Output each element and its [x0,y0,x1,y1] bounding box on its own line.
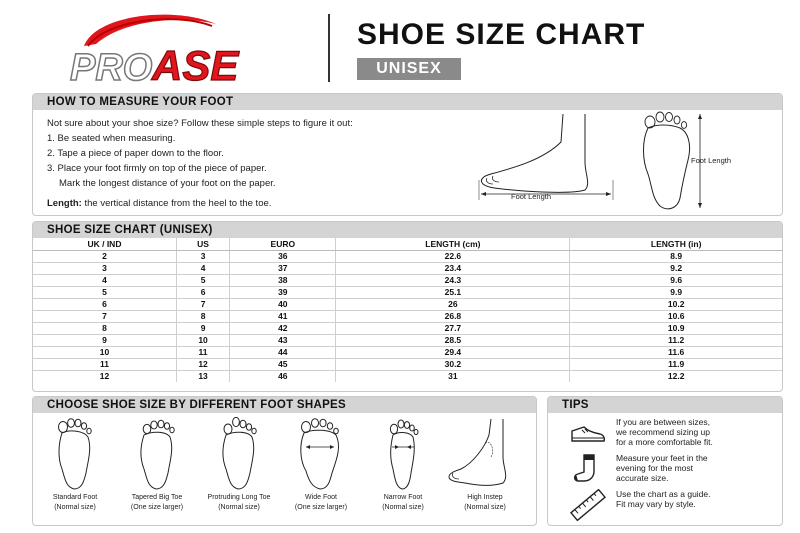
table-row [33,335,782,347]
cell: 39 [230,287,336,299]
narrow-foot-icon [380,417,426,491]
shape-note: (One size larger) [130,504,184,511]
tip-sizing-up [568,417,778,451]
tips-heading: TIPS [548,397,782,413]
cell: 6 [33,299,176,311]
cell: 26 [336,299,570,311]
cell: 8.9 [570,251,782,263]
shape-name: Narrow Foot [383,494,423,501]
cell: 37 [230,263,336,275]
shape-tapered [117,417,197,512]
tip-line: evening for the most [616,463,694,473]
brand-logo [66,6,296,86]
cell: 10.9 [570,323,782,335]
cell: 43 [230,335,336,347]
tip-line: Fit may vary by style. [616,499,696,509]
brand-ase-text: ASE [152,42,239,86]
col-euro: EURO [230,238,336,251]
cell: 3 [33,263,176,275]
cell: 10.2 [570,299,782,311]
table-header-row [33,238,782,251]
shape-name: Standard Foot [52,494,98,501]
side-foot-length-label: Foot Length [511,192,552,201]
tip-evening [568,453,778,487]
cell: 5 [176,275,229,287]
cell: 11.6 [570,347,782,359]
col-us: US [176,238,229,251]
cell: 27.7 [336,323,570,335]
cell: 25.1 [336,287,570,299]
shape-name: Tapered Big Toe [131,494,183,501]
cell: 9 [33,335,176,347]
cell: 6 [176,287,229,299]
cell: 29.4 [336,347,570,359]
cell: 9 [176,323,229,335]
cell: 7 [176,299,229,311]
col-uk: UK / IND [33,238,176,251]
cell: 13 [176,371,229,383]
measure-panel [32,93,783,216]
shape-wide [281,417,361,512]
table-row [33,299,782,311]
cell: 10 [33,347,176,359]
cell: 38 [230,275,336,287]
tip-guide [568,489,778,523]
tip-line: Measure your feet in the [616,453,708,463]
cell: 12 [33,371,176,383]
page-title: SHOE SIZE CHART [357,18,646,51]
length-text: the vertical distance from the heel to the toe. [81,198,272,209]
cell: 2 [33,251,176,263]
wide-foot-icon [296,417,346,491]
cell: 40 [230,299,336,311]
ruler-icon [568,489,608,521]
cell: 4 [33,275,176,287]
cell: 8 [176,311,229,323]
col-length-cm: LENGTH (cm) [336,238,570,251]
cell: 12 [176,359,229,371]
cell: 4 [176,263,229,275]
header-divider [328,14,330,82]
shape-long-toe [199,417,279,512]
shape-note: (One size larger) [294,504,348,511]
table-row [33,287,782,299]
standard-foot-icon [52,417,98,491]
sock-icon [568,453,608,485]
shape-name: Wide Foot [305,494,337,501]
shape-note: (Normal size) [382,504,424,511]
cell: 11 [176,347,229,359]
tip-line: we recommend sizing up [616,427,711,437]
tip-text [616,489,711,509]
tip-line: accurate size. [616,473,669,483]
shape-narrow [363,417,443,512]
cell: 5 [33,287,176,299]
measure-instructions [47,116,353,211]
tip-line: Use the chart as a guide. [616,489,711,499]
shapes-heading: CHOOSE SHOE SIZE BY DIFFERENT FOOT SHAPES [33,397,536,413]
shape-high-instep [445,417,525,512]
top-foot-length-label: Foot Length [691,156,732,165]
col-length-in: LENGTH (in) [570,238,782,251]
cell: 46 [230,371,336,383]
cell: 28.5 [336,335,570,347]
table-row [33,359,782,371]
shape-name: Protruding Long Toe [207,494,271,501]
measure-step-1: 1. Be seated when measuring. [47,133,176,144]
cell: 23.4 [336,263,570,275]
foot-shapes-panel [32,396,537,526]
cell: 24.3 [336,275,570,287]
table-row [33,275,782,287]
tips-panel [547,396,783,526]
table-row [33,263,782,275]
shoe-icon [568,417,608,449]
size-chart-panel [32,221,783,392]
measure-intro: Not sure about your shoe size? Follow these simple steps to figure it out: [47,118,353,129]
tapered-toe-foot-icon [134,417,180,491]
cell: 44 [230,347,336,359]
cell: 41 [230,311,336,323]
table-row [33,251,782,263]
cell: 42 [230,323,336,335]
tip-line: for a more comfortable fit. [616,437,713,447]
shape-note: (Normal size) [464,504,506,511]
measure-step-3: 3. Place your foot firmly on top of the piece of paper. [47,163,267,174]
measure-step-3-cont: Mark the longest distance of your foot on the paper. [59,178,276,189]
measure-heading: HOW TO MEASURE YOUR FOOT [33,94,782,110]
cell: 11 [33,359,176,371]
cell: 12.2 [667,371,685,381]
cell: 9.6 [570,275,782,287]
cell: 45 [230,359,336,371]
cell: 22.6 [336,251,570,263]
cell: 11.9 [570,359,782,371]
table-row [33,347,782,359]
cell: 9.9 [570,287,782,299]
tip-text [616,453,708,483]
brand-pro-text: PRO [70,47,153,86]
cell: 36 [230,251,336,263]
shape-name: High Instep [467,494,503,501]
cell: 9.2 [570,263,782,275]
shape-standard [35,417,115,512]
cell: 26.8 [336,311,570,323]
cell: 3 [176,251,229,263]
cell: 7 [33,311,176,323]
length-note [47,196,353,211]
tip-text [616,417,713,447]
cell: 30.2 [336,359,570,371]
table-row [33,371,782,383]
table-row [33,323,782,335]
table-row [33,311,782,323]
chart-heading: SHOE SIZE CHART (UNISEX) [33,222,782,238]
shape-note: (Normal size) [54,504,96,511]
high-instep-foot-icon [445,417,525,491]
cell: 31 [336,371,570,383]
cell: 10 [176,335,229,347]
size-table [33,238,782,382]
measure-step-2: 2. Tape a piece of paper down to the floor. [47,148,224,159]
tip-line: If you are between sizes, [616,417,711,427]
cell: 11.2 [570,335,782,347]
cell: 10.6 [570,311,782,323]
long-toe-foot-icon [216,417,262,491]
length-label: Length: [47,198,82,209]
cell: 8 [33,323,176,335]
shape-note: (Normal size) [218,504,260,511]
unisex-badge: UNISEX [357,58,461,80]
